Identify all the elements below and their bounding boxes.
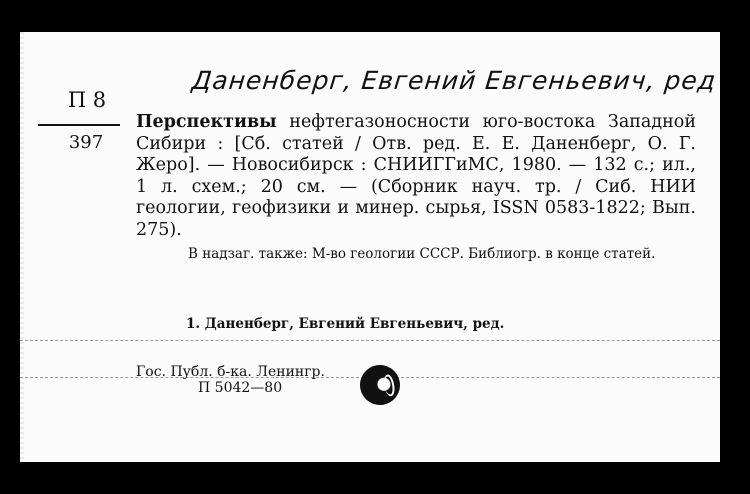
shelf-mark-bottom: 397 [68, 132, 104, 153]
handwritten-heading: Даненберг, Евгений Евгеньевич, ред [190, 66, 718, 95]
stamp-line-2: П 5042—80 [198, 380, 283, 396]
entry-body: нефтегазоносности юго-востока Западной Сибири : [Сб. статей / Отв. ред. Е. Е. Даненберг, О. Г. Жеро]. — Новосибирск : СНИИГГиМС, 1980. — 132 с.; ил., 1 л. схем.; 20 см. — (Сборник науч. тр. / Сиб. НИИ геологии, геофизики и минер. сырья, ISSN 0583-1822; Вып. 275). [136, 112, 696, 240]
stamp-line-1: Гос. Публ. б-ка. Ленингр. [136, 364, 325, 380]
library-stamp [136, 364, 325, 396]
bibliographic-entry [136, 112, 696, 241]
tracing-entry: 1. Даненберг, Евгений Евгеньевич, ред. [186, 316, 505, 332]
shelf-mark-top: П 8 [67, 88, 107, 112]
dashed-separator [20, 340, 720, 341]
note-text: В надзаг. также: М-во геологии СССР. Библиогр. в конце статей. [188, 246, 656, 262]
punch-hole [357, 362, 403, 408]
shelf-mark-divider [38, 124, 120, 126]
catalog-card [20, 32, 720, 462]
entry-title: Перспективы [136, 112, 277, 132]
entry-note [136, 246, 696, 263]
